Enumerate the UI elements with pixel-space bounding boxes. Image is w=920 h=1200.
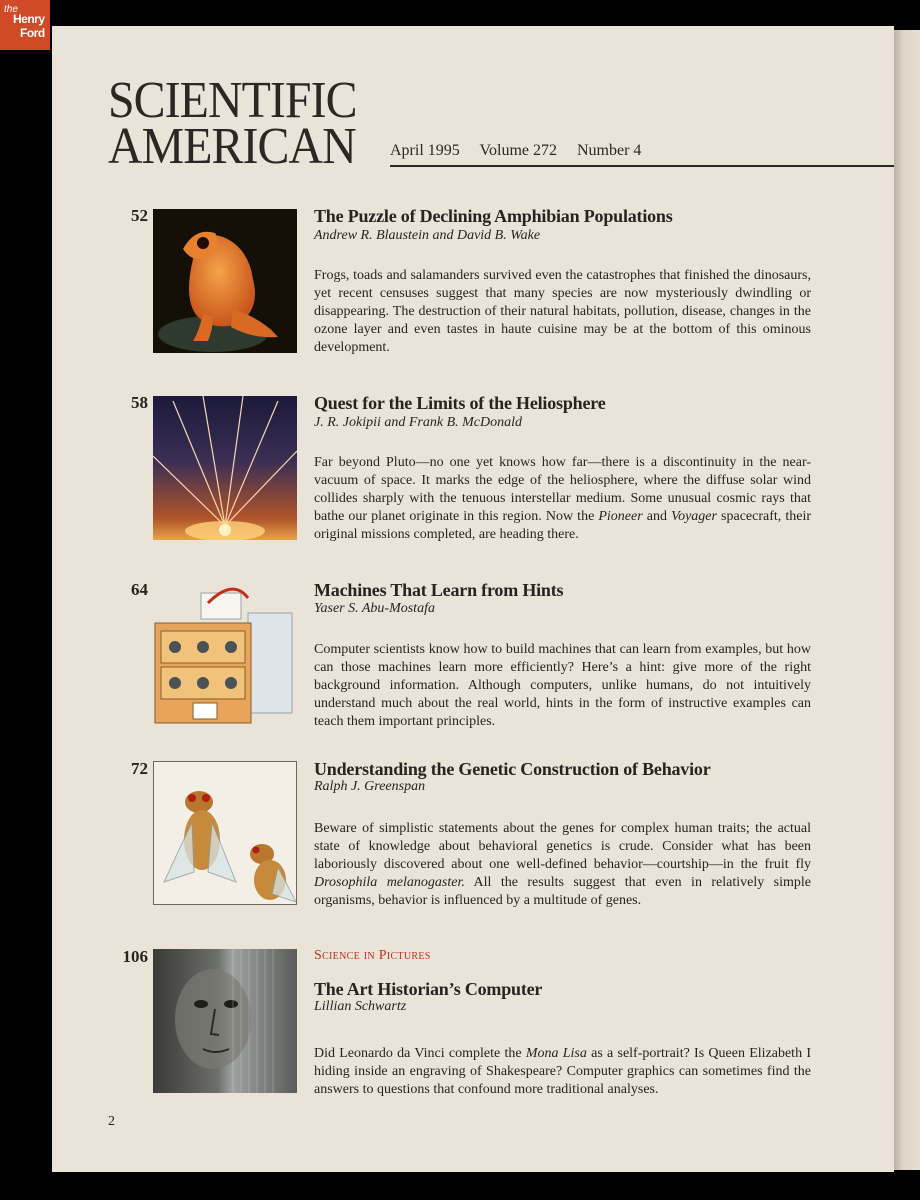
issue-number: Number 4 — [576, 142, 642, 159]
article-description: Frogs, toads and salamanders survived even the catastrophes that finished the dinosaurs, yet recent censuses suggest that many species are now mysteriously dwindling or disappearing. The destruction of their natural habitats, pollution, disease, changes in the ozone layer and even tastes in haute cuisine may be at the bottom of this ominous development. — [314, 268, 811, 355]
page-folio: 2 — [108, 1114, 115, 1129]
article-description: Far beyond Pluto—no one yet knows how far—there is a discontinuity in the near-vacuum of space. It marks the edge of the heliosphere, where the diffuse solar wind collides sharply with the tenuous interstellar medium. Some unusual cosmic rays that bathe our planet originate in this region. Now the Pioneer and Voyager spacecraft, their original missions completed, are heading there. — [314, 455, 811, 542]
article-title[interactable]: Machines That Learn from Hints — [314, 580, 564, 600]
department-label: Science in Pictures — [314, 948, 431, 963]
article-page-number: 106 — [122, 947, 148, 966]
article-description: Did Leonardo da Vinci complete the Mona Lisa as a self-portrait? Is Queen Elizabeth I hiding inside an engraving of Shakespeare? Computer graphics can sometimes find the answers to questions that confound more traditional analyses. — [314, 1046, 811, 1097]
magazine-masthead: SCIENTIFIC AMERICAN — [108, 72, 357, 175]
next-page-edge — [894, 30, 920, 1170]
article-description: Beware of simplistic statements about the genes for complex human traits; the actual state of knowledge about behavioral genetics is crude. Consider what has been laboriously discovered about one well-defined behavior—courtship—in the fruit fly Drosophila melanogaster. All the results suggest that even in relatively simple organisms, behavior is influenced by a multitude of genes. — [314, 821, 811, 908]
article-authors: Yaser S. Abu-Mostafa — [314, 601, 435, 616]
article-title[interactable]: The Art Historian’s Computer — [314, 979, 543, 999]
frog-illustration[interactable] — [153, 209, 297, 353]
article-authors: Andrew R. Blaustein and David B. Wake — [314, 228, 541, 243]
article-authors: J. R. Jokipii and Frank B. McDonald — [314, 415, 523, 430]
article-title[interactable]: The Puzzle of Declining Amphibian Populations — [314, 206, 673, 226]
article-page-number: 58 — [131, 393, 148, 412]
mona-lisa-composite[interactable] — [153, 949, 297, 1093]
masthead-rule — [390, 165, 894, 167]
article-page-number: 72 — [131, 759, 148, 778]
issue-volume: Volume 272 — [479, 142, 557, 159]
heliosphere-illustration[interactable] — [153, 396, 297, 540]
issue-date: April 1995 — [390, 142, 460, 159]
article-page-number: 64 — [131, 580, 148, 599]
henry-ford-logo[interactable]: the Henry Ford — [0, 0, 50, 50]
article-title[interactable]: Quest for the Limits of the Heliosphere — [314, 393, 606, 413]
article-description: Computer scientists know how to build machines that can learn from examples, but how can those machines learn more efficiently? Here’s a hint: give more of the right background information. Although computers, unlike humans, do not intuitively understand much about the real world, hints in the form of instructive examples can teach them important principles. — [314, 642, 811, 729]
fruit-fly-illustration[interactable] — [153, 761, 297, 905]
learning-machine-illustration[interactable] — [153, 583, 297, 727]
issue-info — [390, 142, 657, 160]
article-title[interactable]: Understanding the Genetic Construction of Behavior — [314, 759, 711, 779]
article-authors: Ralph J. Greenspan — [314, 779, 426, 794]
article-page-number: 52 — [131, 206, 148, 225]
article-authors: Lillian Schwartz — [314, 999, 407, 1014]
